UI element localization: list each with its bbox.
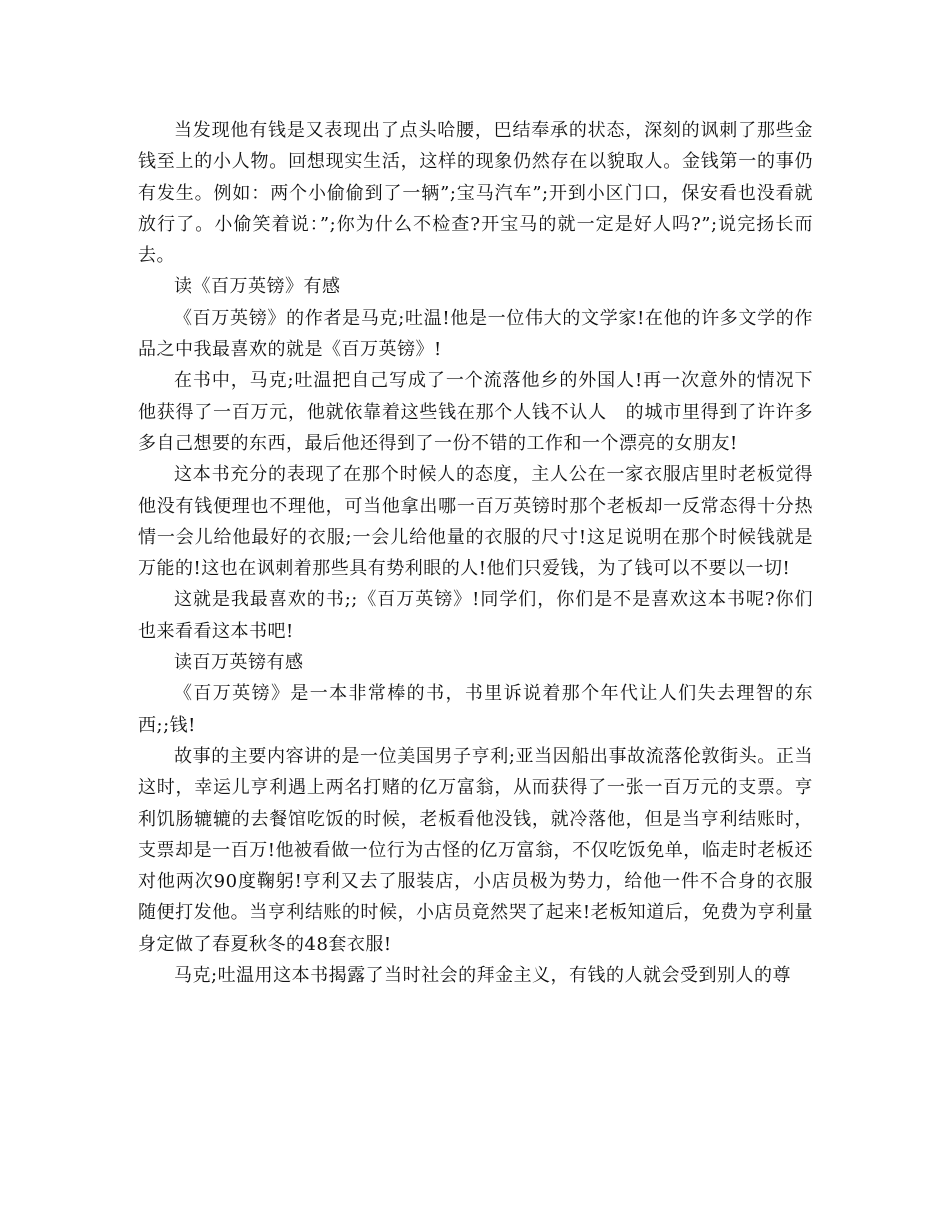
paragraph: 当发现他有钱是又表现出了点头哈腰，巴结奉承的状态，深刻的讽刺了那些金钱至上的小人物。回想现实生活，这样的现象仍然存在以貌取人。金钱第一的事仍有发生。例如：两个小偷偷到了一辆”;宝马汽车”;开到小区门口，保安看也没看就放行了。小偷笑着说：”;你为什么不检查?开宝马的就一定是好人吗?”;说完扬长而去。 <box>138 120 813 267</box>
paragraph: 《百万英镑》是一本非常棒的书，书里诉说着那个年代让人们失去理智的东西;;钱! <box>138 683 813 736</box>
document-body <box>138 115 813 991</box>
section-heading: 读百万英镑有感 <box>174 652 304 674</box>
paragraph: 这就是我最喜欢的书;;《百万英镑》!同学们，你们是不是喜欢这本书呢?你们也来看看这本书吧! <box>138 589 813 642</box>
paragraph: 马克;吐温用这本书揭露了当时社会的拜金主义，有钱的人就会受到别人的尊 <box>174 965 792 987</box>
paragraph: 故事的主要内容讲的是一位美国男子亨利;亚当因船出事故流落伦敦街头。正当这时，幸运儿亨利遇上两名打赌的亿万富翁，从而获得了一张一百万元的支票。亨利饥肠辘辘的去餐馆吃饭的时候，老板看他没钱，就冷落他，但是当亨利结账时，支票却是一百万!他被看做一位行为古怪的亿万富翁，不仅吃饭免单，临走时老板还对他两次90度鞠躬!亨利又去了服装店，小店员极为势力，给他一件不合身的衣服随便打发他。当亨利结账的时候，小店员竟然哭了起来!老板知道后，免费为亨利量身定做了春夏秋冬的48套衣服! <box>138 745 813 955</box>
section-heading: 读《百万英镑》有感 <box>174 276 341 298</box>
paragraph: 在书中，马克;吐温把自己写成了一个流落他乡的外国人!再一次意外的情况下他获得了一百万元，他就依靠着这些钱在那个人钱不认人 的城市里得到了许许多多自己想要的东西，最后他还得到了一份不错的工作和一个漂亮的女朋友! <box>138 370 813 454</box>
paragraph: 这本书充分的表现了在那个时候人的态度，主人公在一家衣服店里时老板觉得他没有钱便理也不理他，可当他拿出哪一百万英镑时那个老板却一反常态得十分热情一会儿给他最好的衣服;一会儿给他量的衣服的尺寸!这足说明在那个时候钱就是万能的!这也在讽刺着那些具有势利眼的人!他们只爱钱，为了钱可以不要以一切! <box>138 464 813 580</box>
paragraph: 《百万英镑》的作者是马克;吐温!他是一位伟大的文学家!在他的许多文学的作品之中我最喜欢的就是《百万英镑》! <box>138 307 813 361</box>
